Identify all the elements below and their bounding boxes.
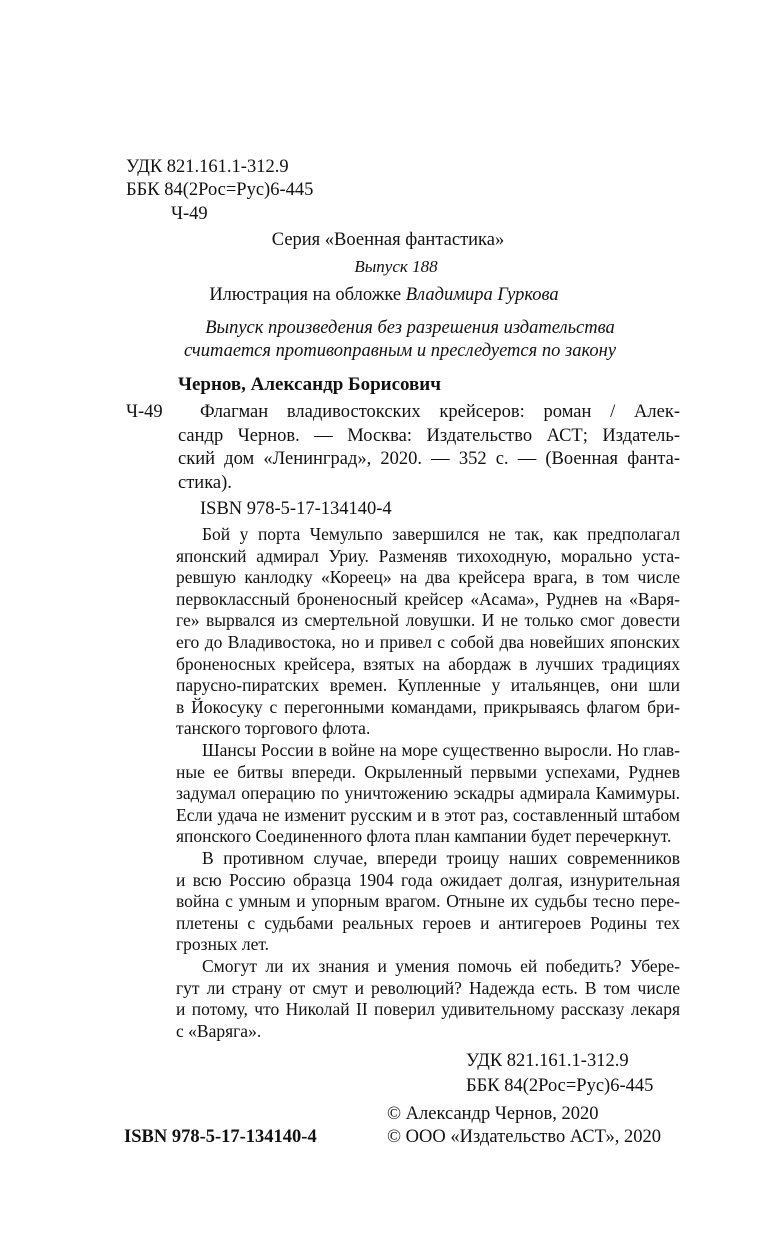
annotation-line: его до Владивостока, но и привел с собой два новейших японских: [176, 631, 680, 652]
series-line: Серия «Военная фантастика»: [271, 230, 505, 250]
description-line-3: ский дом «Ленинград», 2020. — 352 с. — (Военная фанта-: [178, 449, 680, 469]
annotation-paragraph-2: [176, 740, 680, 848]
annotation-line: война с умным и упорным врагом. Отныне их судьбы тесно пере-: [176, 891, 680, 912]
footer-isbn: ISBN 978-5-17-134140-4: [124, 1127, 317, 1147]
author-mark: Ч-49: [171, 204, 208, 224]
isbn-record: ISBN 978-5-17-134140-4: [200, 499, 392, 519]
bbk-code: ББК 84(2Рос=Рус)6-445: [126, 180, 314, 200]
annotation-line: Бой у порта Чемульпо завершился не так, как предполагал: [202, 524, 680, 544]
legal-warning-line-2: считается противоправным и преследуется по закону: [183, 341, 617, 361]
annotation-line: задумал операцию по уничтожению эскадры адмирала Камимуры.: [176, 783, 680, 804]
footer-bbk-code: ББК 84(2Рос=Рус)6-445: [466, 1076, 654, 1096]
annotation-line: и всю Россию образца 1904 года ожидает долгая, изнурительная: [176, 869, 680, 890]
annotation-line: ге» вырвался из смертельной ловушки. И не только смог довести: [176, 610, 680, 631]
annotation-line: в Йокосуку с перегонными командами, прикрываясь флагом бри-: [176, 696, 680, 717]
annotation-line: с «Варяга».: [176, 1020, 262, 1041]
description-line-1: Флагман владивостокских крейсеров: роман / Алек-: [200, 402, 680, 422]
annotation-line: ревшую канлодку «Кореец» на два крейсера врага, в том числе: [176, 567, 680, 588]
annotation-line: В противном случае, впереди троицу наших современников: [202, 848, 680, 868]
annotation-line: японский адмирал Уриу. Разменяв тихоходную, морально уста-: [176, 545, 680, 566]
annotation-line: грозных лет.: [176, 934, 270, 955]
udk-code: УДК 821.161.1-312.9: [126, 157, 289, 177]
legal-warning-line-1: Выпуск произведения без разрешения издательства: [205, 318, 615, 338]
annotation-line: Если удача не изменит русским и в этот раз, составленный штабом: [176, 804, 680, 825]
bibliographic-mark: Ч-49: [126, 402, 163, 422]
annotation-line: и потому, что Николай II поверил удивительному рассказу лекаря: [176, 999, 680, 1020]
annotation-line: парусно-пиратских времен. Купленные у итальянцев, они шли: [176, 675, 680, 696]
copyright-publisher: © ООО «Издательство АСТ», 2020: [387, 1127, 661, 1147]
copyright-author: © Александр Чернов, 2020: [387, 1104, 599, 1124]
author-heading: Чернов, Александр Борисович: [178, 374, 441, 395]
annotation-paragraph-4: [176, 956, 680, 1042]
illustration-artist: Владимира Гуркова: [405, 285, 559, 305]
annotation-paragraph-1: [176, 524, 680, 740]
illustration-prefix: Илюстрация на обложке: [209, 285, 402, 305]
description-line-2: сандр Чернов. — Москва: Издательство АСТ; Издатель-: [178, 426, 680, 446]
series-issue: Выпуск 188: [354, 257, 438, 276]
annotation-line: Смогут ли их знания и умения помочь ей победить? Убере-: [202, 956, 680, 976]
annotation-line: ные ее битвы впереди. Окрыленный первыми успехами, Руднев: [176, 761, 680, 782]
annotation-paragraph-3: [176, 848, 680, 956]
description-line-4: стика).: [178, 473, 232, 493]
annotation-line: Шансы России в войне на море существенно выросли. Но глав-: [202, 740, 680, 760]
annotation-line: плетены с судьбами реальных героев и антигероев Родины тех: [176, 912, 680, 933]
annotation-line: танского торгового флота.: [176, 718, 371, 739]
annotation-line: броненосных крейсера, взятых на абордаж в лучших традициях: [176, 653, 680, 674]
illustration-credit: [0, 283, 768, 307]
annotation-line: гут ли страну от смут и революций? Надежда есть. В том числе: [176, 977, 680, 998]
footer-udk-code: УДК 821.161.1-312.9: [466, 1051, 629, 1071]
annotation-line: первоклассный броненосный крейсер «Асама», Руднев на «Варя-: [176, 588, 680, 609]
annotation-line: японского Соединенного флота план кампании будет перечеркнут.: [176, 826, 672, 847]
